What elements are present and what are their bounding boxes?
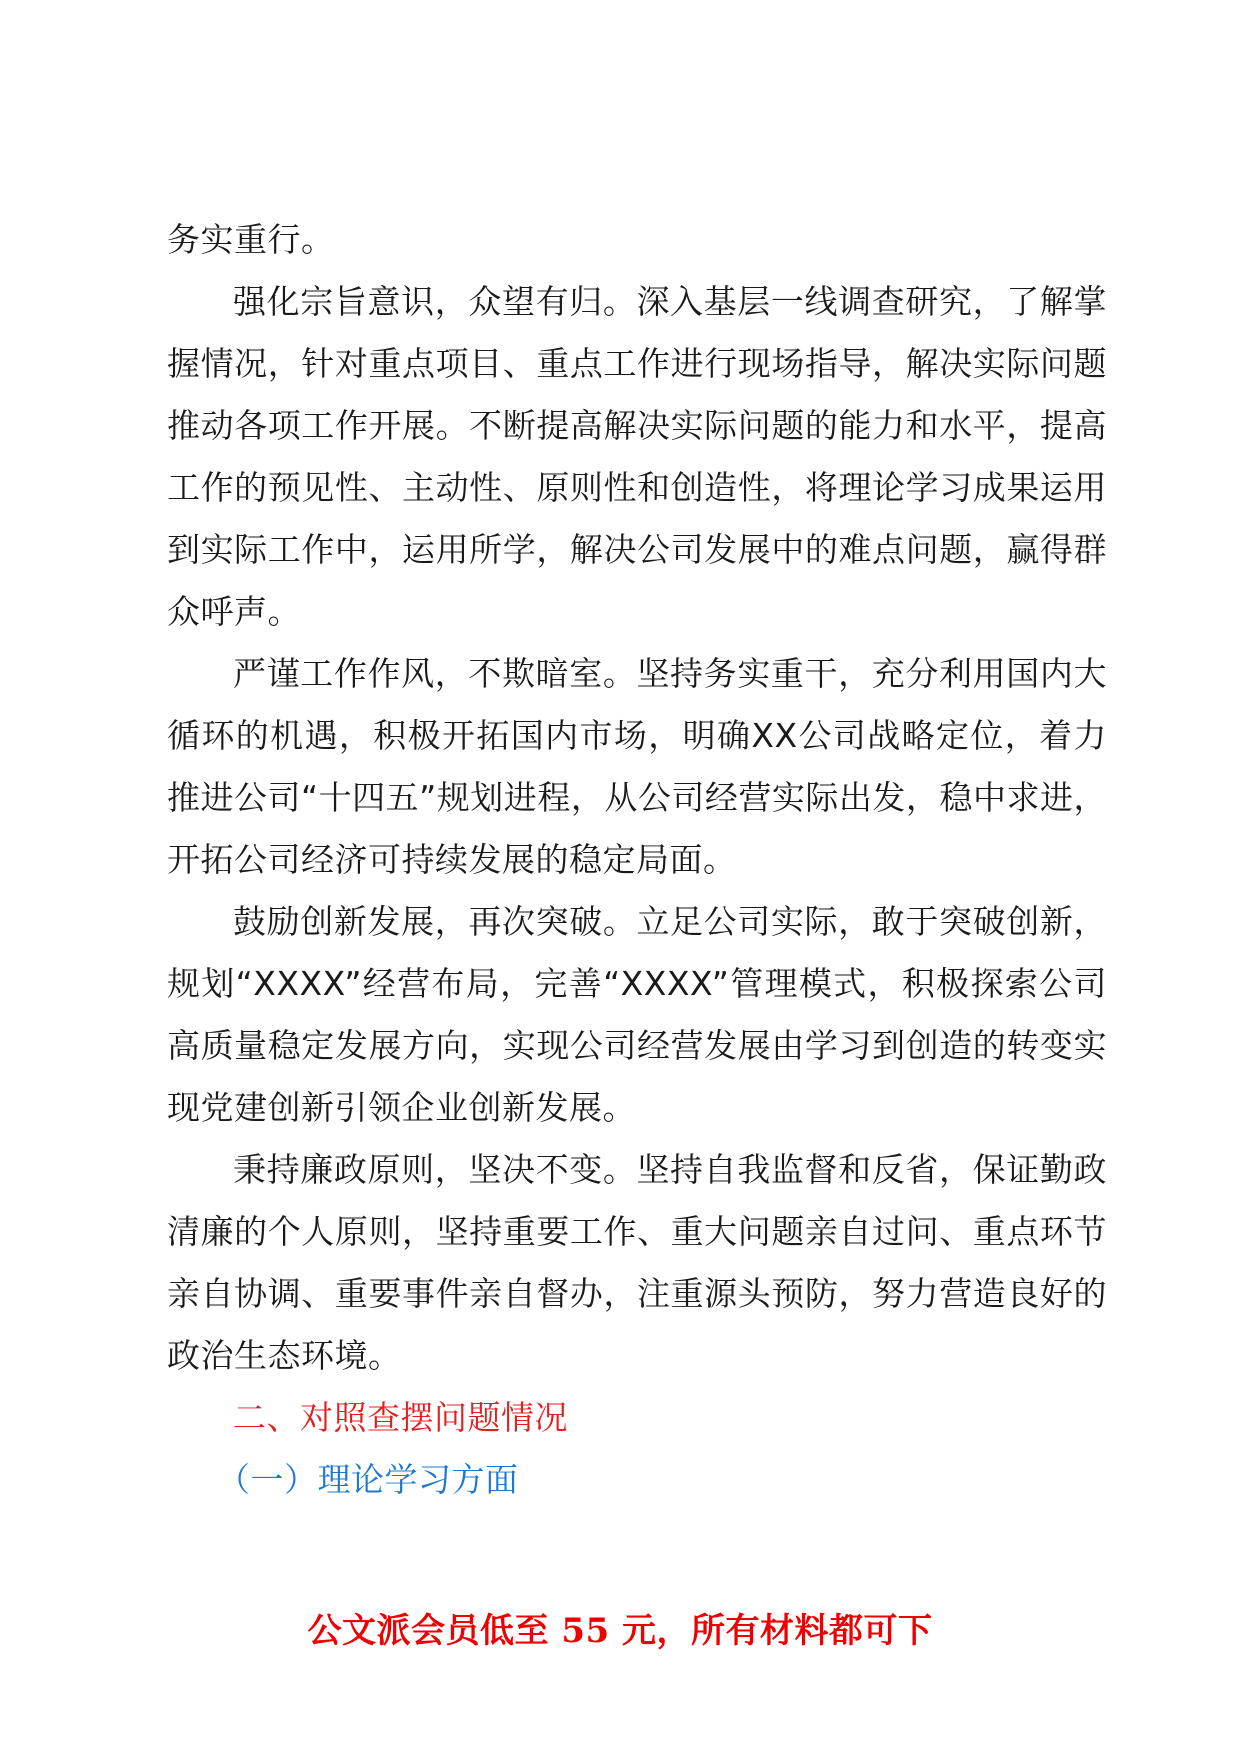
- section-heading: 二、对照查摆问题情况: [233, 1398, 568, 1437]
- document-body: [167, 209, 1107, 1511]
- footer-advertisement: 公文派会员低至 55 元，所有材料都可下: [307, 1611, 933, 1651]
- paragraph-innovation: 鼓励创新发展，再次突破。立足公司实际，敢于突破创新，规划“XXXX”经营布局，完善“XXXX”管理模式，积极探索公司高质量稳定发展方向，实现公司经营发展由学习到创造的转变实现党建创新引领企业创新发展。: [167, 902, 1107, 1127]
- paragraph-integrity: 秉持廉政原则，坚决不变。坚持自我监督和反省，保证勤政清廉的个人原则，坚持重要工作、重大问题亲自过问、重点环节亲自协调、重要事件亲自督办，注重源头预防，努力营造良好的政治生态环境。: [167, 1150, 1107, 1375]
- paragraph-purpose-awareness: 强化宗旨意识，众望有归。深入基层一线调查研究，了解掌握情况，针对重点项目、重点工作进行现场指导，解决实际问题推动各项工作开展。不断提高解决实际问题的能力和水平，提高工作的预见性、主动性、原则性和创造性，将理论学习成果运用到实际工作中，运用所学，解决公司发展中的难点问题，赢得群众呼声。: [167, 282, 1107, 631]
- paragraph-continuation: 务实重行。: [167, 220, 335, 259]
- subsection-heading: （一）理论学习方面: [217, 1460, 519, 1499]
- paragraph-work-style: 严谨工作作风，不欺暗室。坚持务实重干，充分利用国内大循环的机遇，积极开拓国内市场，明确XX公司战略定位，着力推进公司“十四五”规划进程，从公司经营实际出发，稳中求进，开拓公司经济可持续发展的稳定局面。: [167, 654, 1107, 879]
